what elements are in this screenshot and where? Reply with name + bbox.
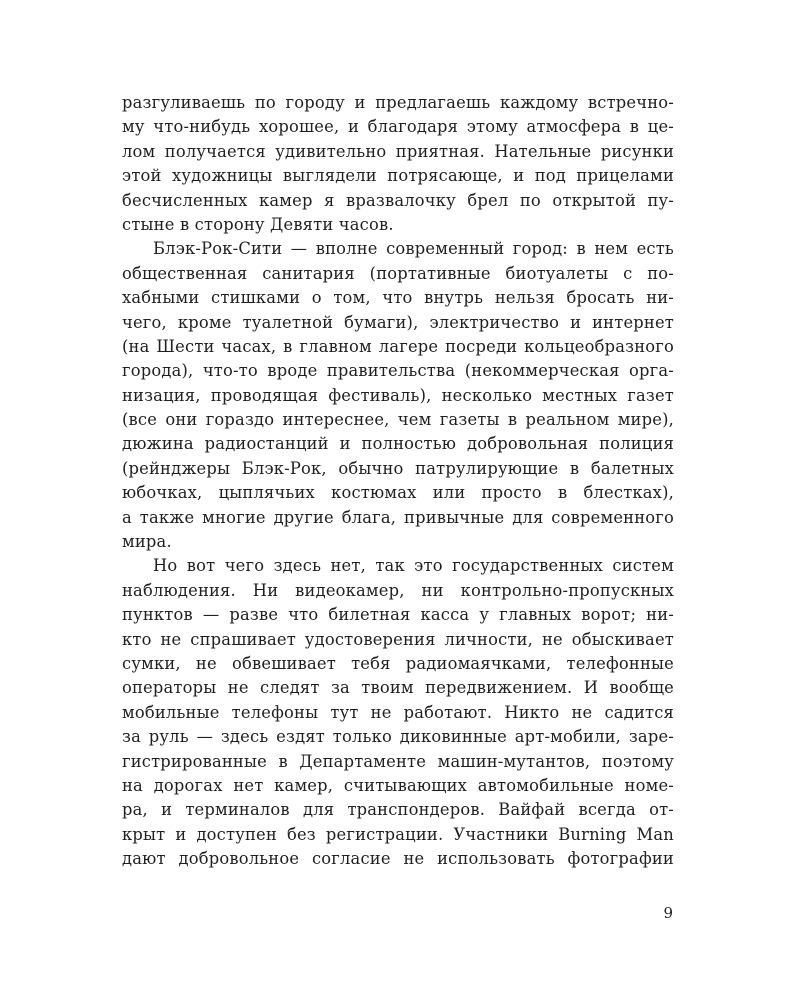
text-line: Но вот чего здесь нет, так это государственных систем <box>153 556 674 576</box>
text-line: Блэк-Рок-Сити — вполне современный город: в нем есть <box>153 239 674 259</box>
text-line: крыт и доступен без регистрации. Участники Burning Man <box>122 824 674 844</box>
text-line: кто не спрашивает удостоверения личности, не обыскивает <box>122 629 674 649</box>
text-line: наблюдения. Ни видеокамер, ни контрольно-пропускных <box>122 580 674 600</box>
text-line: чего, кроме туалетной бумаги), электричество и интернет <box>122 312 674 332</box>
text-line: а также многие другие блага, привычные для современного <box>122 507 674 527</box>
text-line: города), что-то вроде правительства (некоммерческая орга- <box>122 361 674 381</box>
text-line: общественная санитария (портативные биотуалеты с по- <box>122 263 674 283</box>
text-line: сумки, не обвешивает тебя радиомаячками, телефонные <box>122 653 674 673</box>
text-line: за руль — здесь ездят только диковинные арт-мобили, заре- <box>122 727 674 747</box>
text-line: мира. <box>122 532 172 552</box>
page-number: 9 <box>663 904 673 922</box>
text-line: стыне в сторону Девяти часов. <box>122 214 394 234</box>
text-line: ра, и терминалов для транспондеров. Вайфай всегда от- <box>122 800 674 820</box>
text-line: бесчисленных камер я вразвалочку брел по открытой пу- <box>122 190 674 210</box>
text-line: разгуливаешь по городу и предлагаешь каждому встречно- <box>122 93 674 112</box>
text-line: этой художницы выглядели потрясающе, и под прицелами <box>122 166 674 186</box>
body-text <box>122 91 674 872</box>
text-line: дают добровольное согласие не использовать фотографии <box>122 849 674 869</box>
text-line: (все они гораздо интереснее, чем газеты в реальном мире), <box>122 410 674 430</box>
text-line: на дорогах нет камер, считывающих автомобильные номе- <box>122 775 674 795</box>
text-line: гистрированные в Департаменте машин-мутантов, поэтому <box>122 751 674 771</box>
text-line: дюжина радиостанций и полностью добровольная полиция <box>122 434 674 454</box>
text-line: лом получается удивительно приятная. Нательные рисунки <box>122 141 674 161</box>
text-line: низация, проводящая фестиваль), несколько местных газет <box>122 385 674 405</box>
text-line: хабными стишками о том, что внутрь нельзя бросать ни- <box>122 288 674 308</box>
text-line: мобильные телефоны тут не работают. Никто не садится <box>122 702 674 722</box>
text-line: пунктов — разве что билетная касса у главных ворот; ни- <box>122 605 674 625</box>
text-line: операторы не следят за твоим передвижением. И вообще <box>122 678 674 698</box>
text-line: (рейнджеры Блэк-Рок, обычно патрулирующие в балетных <box>122 458 674 478</box>
text-line: (на Шести часах, в главном лагере посреди кольцеобразного <box>122 336 674 356</box>
text-line: юбочках, цыплячьих костюмах или просто в блестках), <box>122 483 674 503</box>
text-line: му что-нибудь хорошее, и благодаря этому атмосфера в це- <box>122 117 674 137</box>
